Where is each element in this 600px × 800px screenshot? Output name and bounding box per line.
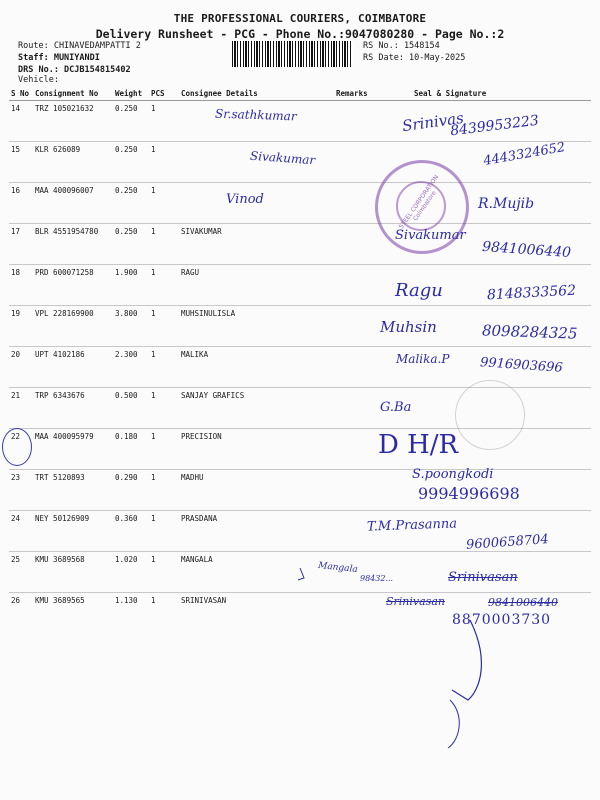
cell-consignment: TRP 6343676 <box>33 388 113 429</box>
cell-sno: 17 <box>9 224 33 265</box>
cell-sno: 25 <box>9 552 33 593</box>
col-header-seal: Seal & Signature <box>388 87 591 101</box>
handwritten-signature-24: T.M.Prasanna <box>366 516 458 535</box>
cell-sno: 21 <box>9 388 33 429</box>
cell-weight: 0.290 <box>113 470 149 511</box>
pen-trail-stroke <box>448 700 459 748</box>
pen-tick <box>298 568 304 580</box>
handwritten-phone-24: 9600658704 <box>465 532 550 553</box>
handwritten-phone-14: 8439953223 <box>449 112 540 140</box>
cell-consignment: MAA 400095979 <box>33 429 113 470</box>
staff-field: Staff: MUNIYANDI <box>18 53 100 63</box>
cell-consignment: KMU 3689568 <box>33 552 113 593</box>
cell-sno: 19 <box>9 306 33 347</box>
pen-long-stroke <box>452 620 481 700</box>
cell-weight: 0.500 <box>113 388 149 429</box>
cell-consignment: TRT 5120893 <box>33 470 113 511</box>
cell-pcs: 1 <box>149 552 179 593</box>
runsheet-subtitle: Delivery Runsheet - PCG - Phone No.:9047080280 - Page No.:2 <box>95 27 505 41</box>
col-header-pcs: PCS <box>149 87 179 101</box>
cell-consignee: MANGALA <box>179 552 334 593</box>
cell-consignment: UPT 4102186 <box>33 347 113 388</box>
cell-weight: 1.020 <box>113 552 149 593</box>
handwritten-signature-26: Srinivasan <box>386 595 445 608</box>
rs-date: RS Date: 10-May-2025 <box>363 53 466 63</box>
cell-consignee: SRINIVASAN <box>181 596 227 605</box>
cell-weight: 0.250 <box>113 224 149 265</box>
cell-pcs: 1 <box>149 265 179 306</box>
handwritten-phone-17: 9841006440 <box>481 238 572 262</box>
handwritten-signature-19: Muhsin <box>380 318 437 336</box>
handwritten-phone-23: 9994996698 <box>418 484 520 503</box>
cell-consignment: BLR 4551954780 <box>33 224 113 265</box>
handwritten-signature-14: Srinivas <box>401 108 465 136</box>
cell-consignment: VPL 228169900 <box>33 306 113 347</box>
handwritten-note-25b: 98432... <box>360 574 394 583</box>
cell-sno: 24 <box>9 511 33 552</box>
cell-weight: 0.250 <box>113 183 149 224</box>
cell-weight: 1.900 <box>113 265 149 306</box>
cell-consignee: PRASDANA <box>179 511 334 552</box>
cell-consignment: PRD 600071258 <box>33 265 113 306</box>
col-header-remarks: Remarks <box>334 87 388 101</box>
handwritten-name-14: Sr.sathkumar <box>214 106 297 124</box>
cell-sno: 15 <box>9 142 33 183</box>
rs-number: RS No.: 1548154 <box>363 41 440 51</box>
cell-pcs: 1 <box>149 347 179 388</box>
handwritten-name-15: Sivakumar <box>249 148 316 168</box>
cell-weight: 1.130 <box>115 596 138 605</box>
col-header-weight: Weight <box>113 87 149 101</box>
cell-consignee: SIVAKUMAR <box>179 224 334 265</box>
cell-consignee: MUHSINULISLA <box>179 306 334 347</box>
handwritten-signature-18: Ragu <box>395 280 443 301</box>
cell-sno: 20 <box>9 347 33 388</box>
cell-consignee: MADHU <box>179 470 334 511</box>
cell-consignee: RAGU <box>179 265 334 306</box>
cell-sno: 22 <box>9 429 33 470</box>
handwritten-signature-23: S.poongkodi <box>412 467 494 482</box>
cell-pcs: 1 <box>149 142 179 183</box>
cell-weight: 0.250 <box>113 101 149 142</box>
cell-consignment: NEY 50126909 <box>33 511 113 552</box>
handwritten-signature-22: D H/R <box>378 430 459 460</box>
cell-pcs: 1 <box>151 596 156 605</box>
cell-weight: 2.300 <box>113 347 149 388</box>
cell-sno: 26 <box>11 596 21 605</box>
cell-consignee: MALIKA <box>179 347 334 388</box>
handwritten-signature-17: Sivakumar <box>395 228 466 243</box>
handwritten-phone-26-struck: 9841006440 <box>488 596 558 609</box>
cell-weight: 3.800 <box>113 306 149 347</box>
cell-pcs: 1 <box>149 388 179 429</box>
cell-weight: 0.180 <box>113 429 149 470</box>
cell-pcs: 1 <box>149 306 179 347</box>
handwritten-note-25: Mangala <box>317 560 359 576</box>
cell-consignment: MAA 400096007 <box>33 183 113 224</box>
cell-consignment: KMU 3689565 <box>35 596 85 605</box>
cell-pcs: 1 <box>149 429 179 470</box>
cell-pcs: 1 <box>149 101 179 142</box>
seal-text: STEEL CORPORATION Coimbatore <box>397 173 441 231</box>
company-title: THE PROFESSIONAL COURIERS, COIMBATORE <box>173 12 427 25</box>
cell-consignment: TRZ 105021632 <box>33 101 113 142</box>
drs-number: DRS No.: DCJB154815402 <box>18 65 131 75</box>
handwritten-signature-25: Srinivasan <box>448 570 518 585</box>
cell-pcs: 1 <box>149 183 179 224</box>
col-header-consignment: Consignment No <box>33 87 113 101</box>
handwritten-signature-21: G.Ba <box>380 400 412 415</box>
col-header-consignee: Consignee Details <box>179 87 334 101</box>
cell-weight: 0.250 <box>113 142 149 183</box>
col-header-sno: S No <box>9 87 33 101</box>
route-field: Route: CHINAVEDAMPATTI 2 <box>18 41 141 51</box>
cell-pcs: 1 <box>149 224 179 265</box>
cell-pcs: 1 <box>149 511 179 552</box>
handwritten-name-16: Vinod <box>226 192 264 207</box>
cell-consignee: PRECISION <box>179 429 334 470</box>
cell-sno: 14 <box>9 101 33 142</box>
handwritten-phone-20: 9916903696 <box>479 355 564 376</box>
handwritten-phone-15: 4443324652 <box>482 139 567 170</box>
handwritten-signature-20: Malika.P <box>396 352 450 366</box>
cell-weight: 0.360 <box>113 511 149 552</box>
vehicle-field: Vehicle: <box>18 75 59 85</box>
cell-consignment: KLR 626089 <box>33 142 113 183</box>
handwritten-phone-26: 8870003730 <box>452 612 552 628</box>
cell-consignee: SANJAY GRAFICS <box>179 388 334 429</box>
handwritten-phone-19: 8098284325 <box>481 321 578 343</box>
handwritten-signature-16: R.Mujib <box>478 196 535 212</box>
handwritten-phone-18: 8148333562 <box>486 282 577 304</box>
cell-pcs: 1 <box>149 470 179 511</box>
cell-sno: 23 <box>9 470 33 511</box>
cell-sno: 18 <box>9 265 33 306</box>
cell-sno: 16 <box>9 183 33 224</box>
